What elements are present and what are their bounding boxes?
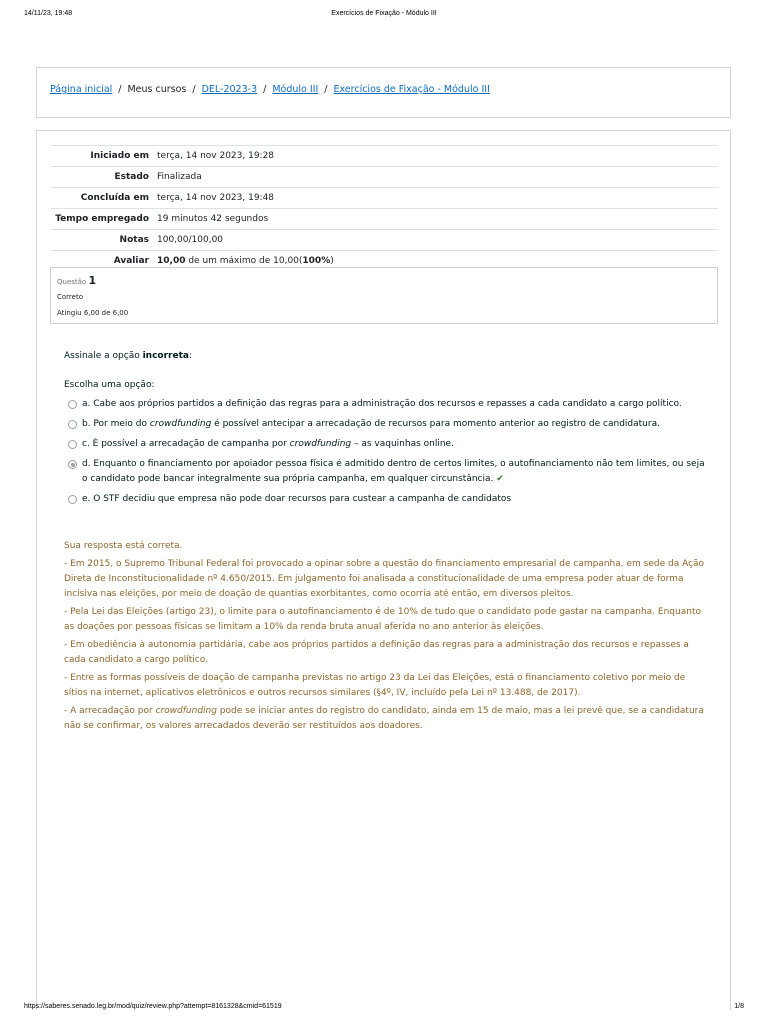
summary-row-marks (51, 230, 718, 251)
feedback-paragraph: - A arrecadação por crowdfunding pode se iniciar antes do registro do candidato, ainda em 15 de maio, mas a lei prevê que, se a candidatura não se confirmar, os valores arrecadados deverão ser restituídos aos doadores. (64, 706, 704, 731)
print-footer (0, 1003, 768, 1015)
feedback-correct-message: Sua resposta está correta. (64, 541, 183, 551)
summary-row-completed (51, 188, 718, 209)
radio-button[interactable] (68, 440, 77, 449)
radio-button-selected[interactable] (68, 460, 77, 469)
question-text (64, 351, 192, 361)
answer-option-label: b. Por meio do crowdfunding é possível antecipar a arrecadação de recursos para momento anterior ao registro de candidatura. (82, 419, 660, 429)
breadcrumb-card (36, 67, 731, 118)
print-document-title: Exercícios de Fixação - Módulo III (331, 10, 437, 17)
print-header (0, 10, 768, 22)
breadcrumb-separator: / (118, 84, 122, 95)
summary-value: 100,00/100,00 (157, 235, 224, 245)
question-text-pre: Assinale a opção (64, 351, 143, 361)
answer-option-b[interactable] (68, 417, 708, 432)
feedback-paragraph: - Pela Lei das Eleições (artigo 23), o limite para o autofinanciamento é de 10% de tudo que o candidato pode gastar na campanha. Enquanto as doações por pessoas físicas se limitam a 10% da renda bruta anual aferida no ano anterior às eleições. (64, 607, 701, 632)
summary-value: 19 minutos 42 segundos (157, 214, 269, 224)
answer-option-label: e. O STF decidiu que empresa não pode doar recursos para custear a campanha de candidatos (82, 494, 512, 504)
answer-option-label: c. É possível a arrecadação de campanha por crowdfunding – as vaquinhas online. (82, 439, 454, 449)
print-datetime: 14/11/23, 19:48 (24, 10, 73, 17)
summary-label: Avaliar (113, 256, 149, 266)
grade-text-end: ) (330, 256, 334, 266)
grade-percent: 100% (302, 256, 331, 266)
summary-label: Notas (119, 235, 149, 245)
answer-option-label: d. Enquanto o financiamento por apoiador pessoa física é admitido dentro de certos limites, o autofinanciamento não tem limites, ou seja o candidato pode bancar integralmente sua própria campanha, em qualquer circunstância. ✔ (82, 459, 705, 484)
question-state: Correto (57, 293, 83, 301)
breadcrumb (50, 84, 490, 95)
breadcrumb-course-link[interactable]: DEL-2023-3 (201, 84, 258, 95)
summary-row-started (51, 146, 718, 167)
summary-label: Estado (114, 172, 149, 182)
question-text-post: : (188, 351, 193, 361)
breadcrumb-separator: / (324, 84, 328, 95)
radio-button[interactable] (68, 420, 77, 429)
breadcrumb-my-courses: Meus cursos (127, 84, 187, 95)
radio-button[interactable] (68, 400, 77, 409)
breadcrumb-home-link[interactable]: Página inicial (50, 84, 113, 95)
answer-feedback (64, 539, 707, 737)
summary-label: Tempo empregado (55, 214, 149, 224)
answer-option-label: a. Cabe aos próprios partidos a definição das regras para a administração dos recursos e repasses a cada candidato a cargo político. (82, 399, 682, 409)
print-url: https://saberes.senado.leg.br/mod/quiz/review.php?attempt=8161328&cmid=61519 (24, 1003, 282, 1010)
feedback-paragraph: - Em 2015, o Supremo Tribunal Federal foi provocado a opinar sobre a questão do financiamento empresarial de campanha, em sede da Ação Direta de Inconstitucionalidade nº 4.650/2015. Em julgamento foi analisada a constitucionalidade de uma empresa poder atuar de forma incisiva nas eleições, por meio de doação de quantias exorbitantes, como ocorria até então, em diversos pleitos. (64, 559, 705, 599)
answer-prompt: Escolha uma opção: (64, 380, 155, 390)
quiz-review-card (36, 130, 731, 1010)
answer-option-c[interactable] (68, 437, 708, 452)
question-info-box (50, 267, 718, 324)
feedback-paragraph: - Em obediência à autonomia partidária, cabe aos próprios partidos a definição das regras para a administração dos recursos e repasses a cada candidato a cargo político. (64, 640, 689, 665)
summary-value: terça, 14 nov 2023, 19:48 (157, 193, 275, 203)
breadcrumb-separator: / (263, 84, 267, 95)
attempt-summary-table (51, 145, 718, 272)
feedback-paragraph: - Entre as formas possíveis de doação de campanha previstas no artigo 23 da Lei das Eleições, está o financiamento coletivo por meio de sítios na internet, aplicativos eletrônicos e outros recursos similares (§4º, IV, incluído pela Lei nº 13.488, de 2017). (64, 673, 686, 698)
breadcrumb-separator: / (192, 84, 196, 95)
breadcrumb-quiz-link[interactable]: Exercícios de Fixação - Módulo III (333, 84, 490, 95)
summary-row-state (51, 167, 718, 188)
question-text-emphasis: incorreta (142, 351, 189, 361)
summary-value: terça, 14 nov 2023, 19:28 (157, 151, 275, 161)
summary-label: Concluída em (80, 193, 149, 203)
answer-option-e[interactable] (68, 492, 708, 507)
correct-check-icon: ✔ (496, 474, 504, 484)
answer-option-d[interactable] (68, 457, 708, 487)
print-page-number: 1/8 (734, 1003, 744, 1010)
breadcrumb-module-link[interactable]: Módulo III (272, 84, 319, 95)
question-mark: Atingiu 6,00 de 6,00 (57, 309, 129, 317)
summary-row-time-taken (51, 209, 718, 230)
question-number-value: 1 (88, 274, 97, 287)
summary-value: Finalizada (157, 172, 202, 182)
radio-button[interactable] (68, 495, 77, 504)
question-label: Questão (57, 278, 87, 286)
grade-score: 10,00 (157, 256, 186, 266)
answer-option-a[interactable] (68, 397, 708, 412)
summary-label: Iniciado em (90, 151, 149, 161)
question-number (57, 274, 96, 287)
grade-text: de um máximo de 10,00( (185, 256, 303, 266)
